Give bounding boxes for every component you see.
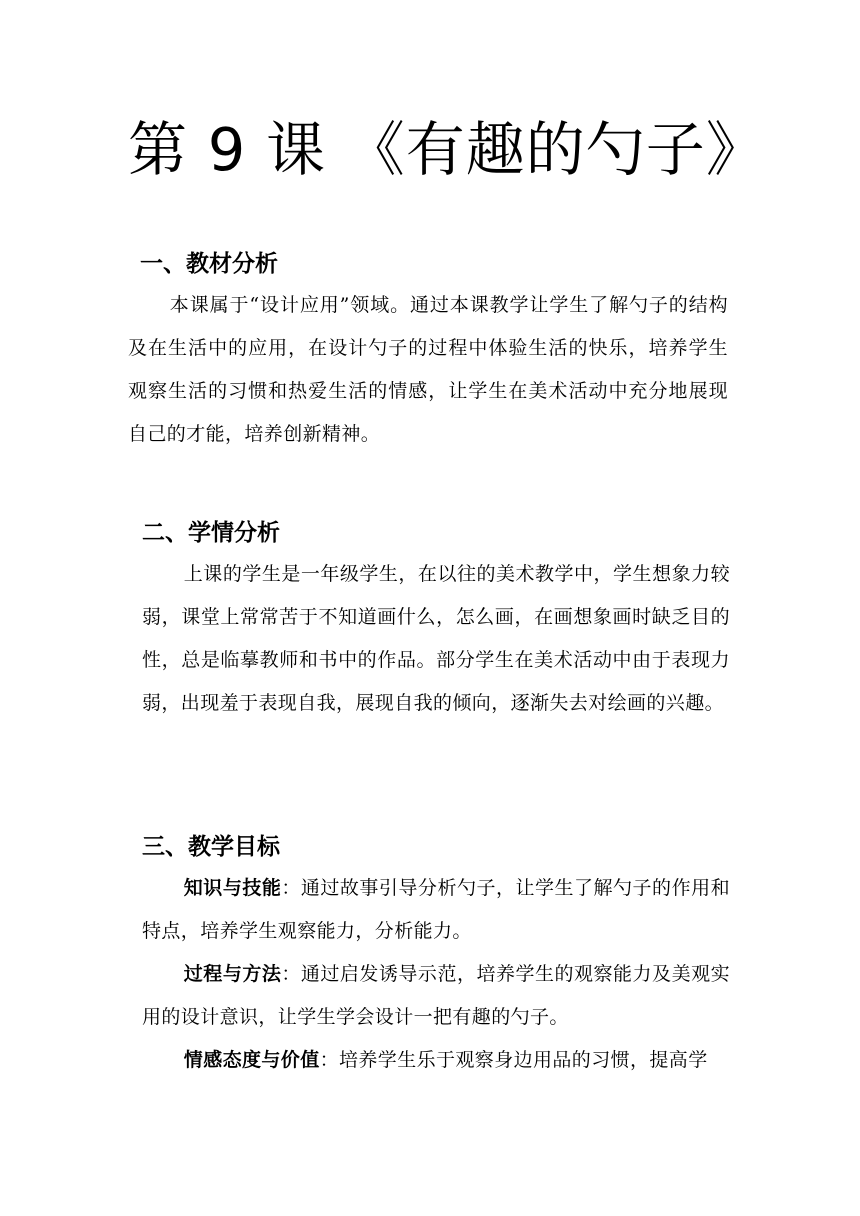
section-teaching-objectives (142, 831, 730, 1082)
page-title: 第 9 课 《有趣的勺子》 (128, 115, 766, 184)
section-heading: 三、教学目标 (142, 834, 280, 860)
section-heading: 一、教材分析 (140, 251, 278, 277)
objective-emotion-values (142, 1039, 730, 1082)
objective-knowledge-skills (142, 867, 730, 953)
objective-text: ：通过启发诱导示范，培养学生的观察能力及美观实用的设计意识，让学生学会设计一把有趣的勺子。 (142, 963, 730, 1028)
objective-text: ：通过故事引导分析勺子，让学生了解勺子的作用和特点，培养学生观察能力，分析能力。 (142, 877, 730, 942)
objective-label: 情感态度与价值 (183, 1049, 320, 1071)
objective-text: ：培养学生乐于观察身边用品的习惯，提高学 (319, 1049, 708, 1071)
section-paragraph: 上课的学生是一年级学生，在以往的美术教学中，学生想象力较弱，课堂上常常苦于不知道画什么，怎么画，在画想象画时缺乏目的性，总是临摹教师和书中的作品。部分学生在美术活动中由于表现力弱，出现羞于表现自我，展现自我的倾向，逐渐失去对绘画的兴趣。 (142, 563, 730, 714)
objective-label: 知识与技能 (183, 877, 282, 899)
section-student-analysis (142, 517, 730, 725)
section-heading: 二、学情分析 (142, 520, 280, 546)
objective-label: 过程与方法 (183, 963, 282, 985)
objective-process-methods (142, 953, 730, 1039)
section-paragraph: 本课属于“设计应用”领域。通过本课教学让学生了解勺子的结构及在生活中的应用，在设计勺子的过程中体验生活的快乐，培养学生观察生活的习惯和热爱生活的情感，让学生在美术活动中充分地展现自己的才能，培养创新精神。 (128, 294, 728, 445)
section-textbook-analysis (128, 248, 728, 456)
